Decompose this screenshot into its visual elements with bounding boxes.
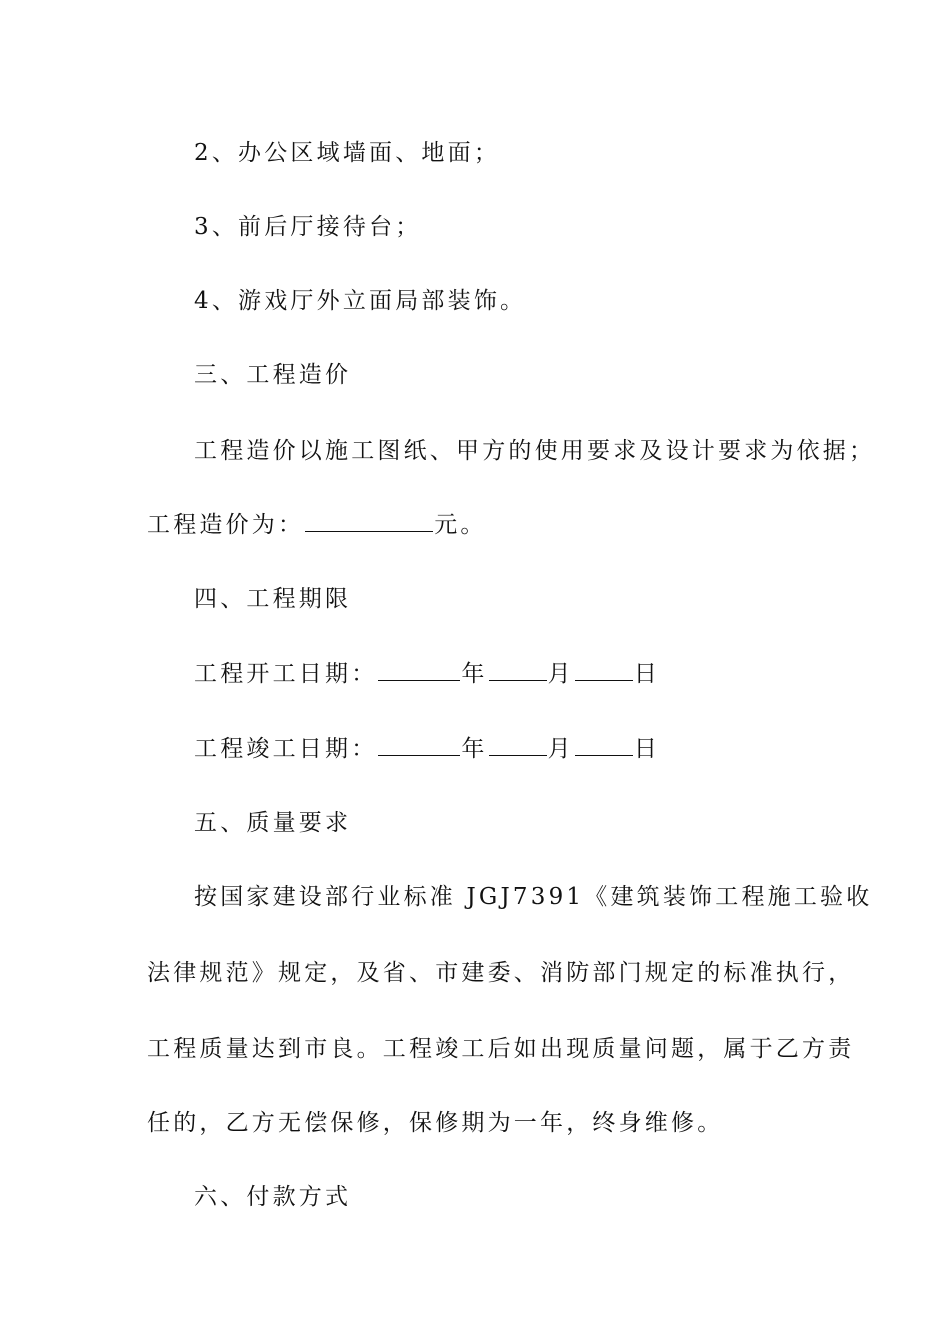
start-month-blank (489, 660, 547, 681)
end-month-blank (489, 735, 547, 756)
end-year-blank (378, 735, 460, 756)
scope-item-2: 2、办公区域墙面、地面； (194, 140, 501, 166)
quality-text-line-4: 任的，乙方无偿保修，保修期为一年，终身维修。 (147, 1110, 724, 1136)
section-3-heading: 三、工程造价 (194, 362, 352, 388)
quality-text-line-1: 按国家建设部行业标准 JGJ7391《建筑装饰工程施工验收 (194, 884, 873, 910)
start-date-line (194, 659, 660, 689)
cost-amount-blank (305, 511, 433, 532)
cost-amount-line (147, 510, 487, 540)
start-day-unit: 日 (633, 661, 661, 687)
quality-text-line-2: 法律规范》规定，及省、市建委、消防部门规定的标准执行， (147, 960, 855, 986)
scope-item-4: 4、游戏厅外立面局部装饰。 (194, 288, 527, 314)
end-date-label: 工程竣工日期： (194, 736, 378, 762)
cost-amount-label: 工程造价为： (147, 512, 305, 538)
end-date-line (194, 734, 660, 764)
quality-text-line-3: 工程质量达到市良。工程竣工后如出现质量问题，属于乙方责 (147, 1036, 855, 1062)
end-month-unit: 月 (547, 736, 574, 762)
start-year-blank (378, 660, 460, 681)
end-day-blank (575, 735, 633, 756)
section-6-heading: 六、付款方式 (194, 1184, 352, 1210)
end-day-unit: 日 (633, 736, 661, 762)
section-5-heading: 五、质量要求 (194, 810, 352, 836)
cost-basis-text: 工程造价以施工图纸、甲方的使用要求及设计要求为依据； (194, 438, 876, 464)
start-date-label: 工程开工日期： (194, 661, 378, 687)
section-4-heading: 四、工程期限 (194, 586, 352, 612)
start-year-unit: 年 (461, 661, 488, 687)
start-day-blank (575, 660, 633, 681)
cost-amount-unit: 元。 (434, 512, 487, 538)
end-year-unit: 年 (461, 736, 488, 762)
scope-item-3: 3、前后厅接待台； (194, 214, 422, 240)
start-month-unit: 月 (547, 661, 574, 687)
